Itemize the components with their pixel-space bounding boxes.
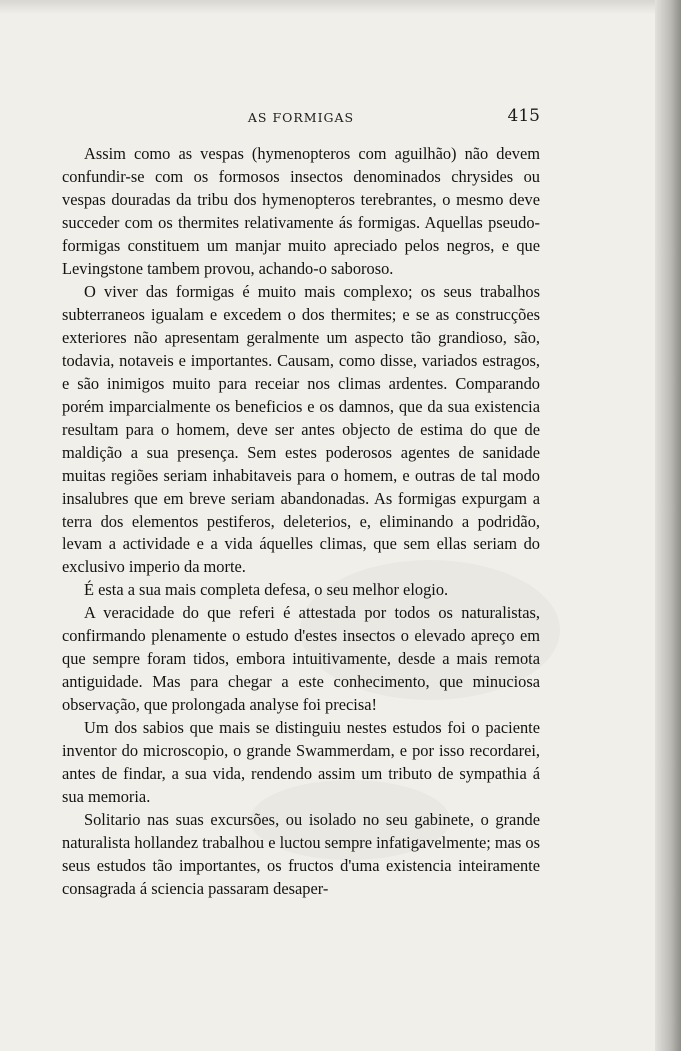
page-number: 415 [507, 106, 540, 126]
paragraph: É esta a sua mais completa defesa, o seu melhor elogio. [84, 580, 449, 600]
top-edge-shadow [0, 0, 681, 14]
running-title: AS FORMIGAS [247, 110, 355, 125]
paragraph: Assim como as vespas (hymenopteros com aguilhão) não devem confundir-se com os formosos insectos denominados chrysides ou vespas douradas da tribu dos hymenopteros terebrantes, o mesmo deve succeder com os thermites relativamente ás formigas. Aquellas pseudo-formigas constituem um manjar muito apreciado pelos negros, e que Levingstone tambem provou, achando-o saboroso. [62, 144, 540, 278]
paragraph: O viver das formigas é muito mais complexo; os seus trabalhos subterraneos igualam e excedem o dos thermites; e se as construcções exteriores não apresentam geralmente um aspecto tão grandioso, são, todavia, notaveis e importantes. Causam, como disse, variados estragos, e são inimigos muito para receiar nos climas ardentes. Comparando porém imparcialmente os beneficios e os damnos, que da sua existencia resultam para o homem, deve ser antes objecto de estima do que de maldição a sua presença. Sem estes poderosos agentes de sanidade muitas regiões seriam inhabitaveis para o homem, e outras de tal modo insalubres que em breve seriam abandonadas. As formigas expurgam a terra dos elementos pestiferos, deleterios, e, eliminando a podridão, levam a actividade e a vida áquelles climas, que sem ellas seriam do exclusivo imperio da morte. [62, 281, 540, 577]
running-header [62, 106, 540, 130]
body-text [62, 143, 540, 901]
paragraph: Solitario nas suas excursões, ou isolado no seu gabinete, o grande naturalista hollandez trabalhou e luctou sempre infatigavelmente; mas os seus estudos tão importantes, os fructos d'uma existencia inteiramente consagrada á sciencia passaram desaper- [62, 810, 540, 898]
paragraph: A veracidade do que referi é attestada por todos os naturalistas, confirmando plenamente o estudo d'estes insectos o elevado apreço em que sempre foram tidos, embora intuitivamente, desde a mais remota antiguidade. Mas para chegar a este conhecimento, que minuciosa observação, que prolongada analyse foi precisa! [62, 603, 540, 715]
page-edge-gutter [655, 0, 681, 1051]
paragraph: Um dos sabios que mais se distinguiu nestes estudos foi o paciente inventor do microscopio, o grande Swammerdam, e por isso recordarei, antes de findar, a sua vida, rendendo assim um tributo de sympathia á sua memoria. [62, 718, 540, 807]
